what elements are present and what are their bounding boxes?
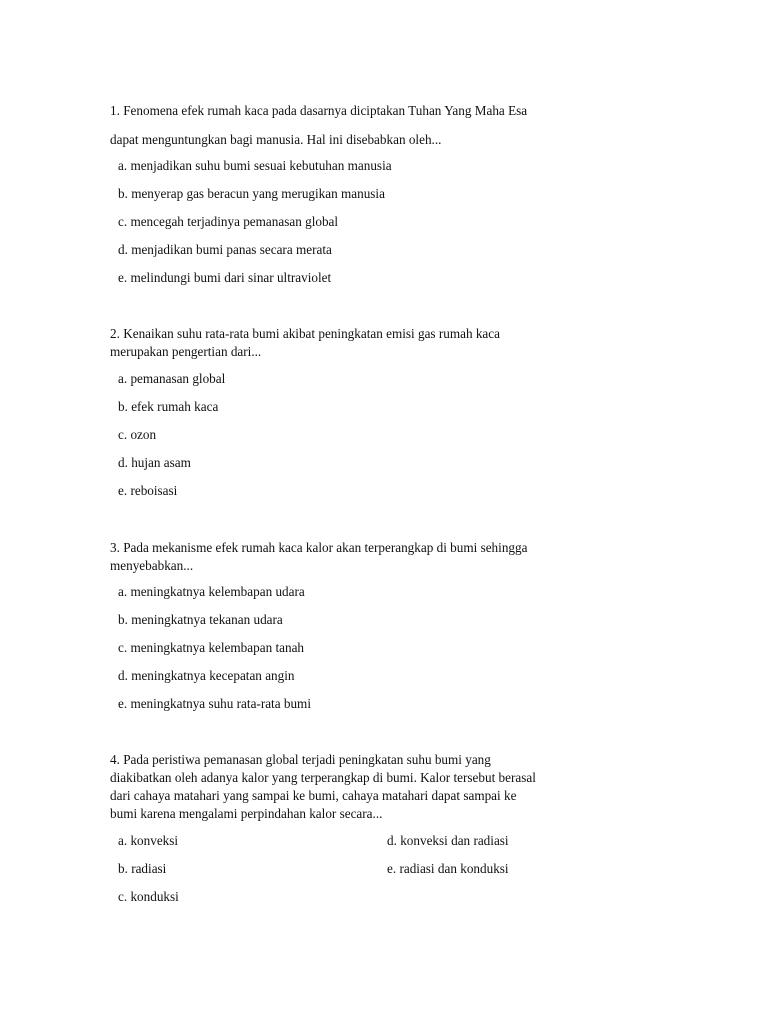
question-4 bbox=[110, 751, 630, 823]
question-2-option-d: d. hujan asam bbox=[118, 455, 191, 470]
question-3-option-e: e. meningkatnya suhu rata-rata bumi bbox=[118, 696, 311, 711]
question-3-option-a: a. meningkatnya kelembapan udara bbox=[118, 584, 305, 599]
question-2-option-c: c. ozon bbox=[118, 427, 157, 442]
question-4-option-d: d. konveksi dan radiasi bbox=[387, 833, 509, 848]
question-2-option-b: b. efek rumah kaca bbox=[118, 399, 219, 414]
question-1-option-a: a. menjadikan suhu bumi sesuai kebutuhan manusia bbox=[118, 158, 392, 173]
question-1-option-c: c. mencegah terjadinya pemanasan global bbox=[118, 214, 339, 229]
question-3-stem-line-2: menyebabkan... bbox=[110, 558, 194, 573]
question-4-option-e: e. radiasi dan konduksi bbox=[387, 861, 509, 876]
question-1-option-e: e. melindungi bumi dari sinar ultraviolet bbox=[118, 270, 332, 285]
question-4-stem-line-1: 4. Pada peristiwa pemanasan global terjadi peningkatan suhu bumi yang bbox=[110, 752, 491, 767]
question-4-stem-line-3: dari cahaya matahari yang sampai ke bumi, cahaya matahari dapat sampai ke bbox=[110, 788, 517, 803]
question-4-stem-line-2: diakibatkan oleh adanya kalor yang terperangkap di bumi. Kalor tersebut berasal bbox=[110, 770, 536, 785]
question-2-stem-line-1: 2. Kenaikan suhu rata-rata bumi akibat peningkatan emisi gas rumah kaca bbox=[110, 326, 500, 341]
question-1-option-d: d. menjadikan bumi panas secara merata bbox=[118, 242, 332, 257]
question-1 bbox=[110, 102, 630, 149]
question-2 bbox=[110, 325, 630, 361]
question-3-option-c: c. meningkatnya kelembapan tanah bbox=[118, 640, 305, 655]
question-4-stem-line-4: bumi karena mengalami perpindahan kalor secara... bbox=[110, 806, 383, 821]
question-3-option-d: d. meningkatnya kecepatan angin bbox=[118, 668, 295, 683]
question-1-stem-line-1: 1. Fenomena efek rumah kaca pada dasarnya diciptakan Tuhan Yang Maha Esa bbox=[110, 103, 528, 118]
question-4-option-b: b. radiasi bbox=[118, 861, 167, 876]
question-1-stem-line-2: dapat menguntungkan bagi manusia. Hal ini disebabkan oleh... bbox=[110, 132, 442, 147]
question-2-option-a: a. pemanasan global bbox=[118, 371, 226, 386]
question-2-stem-line-2: merupakan pengertian dari... bbox=[110, 344, 262, 359]
question-4-option-c: c. konduksi bbox=[118, 889, 179, 904]
question-4-option-a: a. konveksi bbox=[118, 833, 179, 848]
question-3-option-b: b. meningkatnya tekanan udara bbox=[118, 612, 283, 627]
question-3-stem-line-1: 3. Pada mekanisme efek rumah kaca kalor akan terperangkap di bumi sehingga bbox=[110, 540, 528, 555]
question-2-option-e: e. reboisasi bbox=[118, 483, 178, 498]
question-3 bbox=[110, 539, 630, 575]
question-1-option-b: b. menyerap gas beracun yang merugikan manusia bbox=[118, 186, 385, 201]
